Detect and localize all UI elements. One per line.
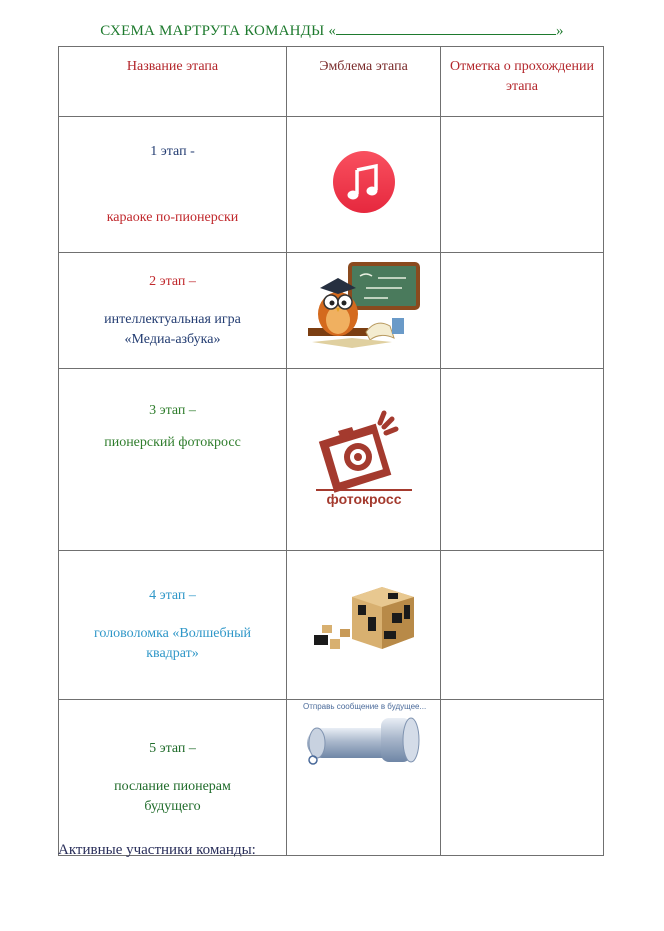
stage-name-cell <box>59 117 287 253</box>
stage-title: интеллектуальная игра «Медиа-азбука» <box>104 311 241 347</box>
time-capsule-icon <box>299 700 429 781</box>
stage-name-cell <box>59 700 287 856</box>
route-table <box>58 46 604 856</box>
stage-name-cell <box>59 253 287 369</box>
document-title <box>0 22 664 40</box>
stage-number: 3 этап – <box>149 403 196 418</box>
completion-mark-cell[interactable] <box>441 253 604 369</box>
table-row <box>59 253 604 369</box>
completion-mark-cell[interactable] <box>441 551 604 700</box>
music-note-icon <box>332 150 396 219</box>
title-suffix: » <box>556 23 564 39</box>
capsule-caption: Отправь сообщение в будущее... <box>302 702 426 711</box>
header-emblem: Эмблема этапа <box>287 47 441 117</box>
emblem-cell <box>287 369 441 551</box>
emblem-cell <box>287 117 441 253</box>
photocross-camera-icon <box>308 401 420 518</box>
completion-mark-cell[interactable] <box>441 700 604 856</box>
stage-name-cell <box>59 369 287 551</box>
emblem-cell <box>287 551 441 700</box>
stage-name-cell <box>59 551 287 700</box>
emblem-cell <box>287 253 441 369</box>
completion-mark-cell[interactable] <box>441 369 604 551</box>
wooden-puzzle-cube-icon <box>308 583 420 668</box>
stage-title: послание пионерам будущего <box>114 778 231 814</box>
team-name-blank <box>336 22 556 35</box>
stage-title: пионерский фотокросс <box>104 435 241 450</box>
table-row <box>59 369 604 551</box>
table-header-row <box>59 47 604 117</box>
header-stage-name: Название этапа <box>59 47 287 117</box>
stage-number: 4 этап – <box>149 588 196 603</box>
table-row <box>59 700 604 856</box>
owl-teacher-icon <box>306 258 422 363</box>
stage-title: головоломка «Волшебный квадрат» <box>93 626 252 661</box>
stage-title: караоке по-пионерски <box>106 209 239 225</box>
completion-mark-cell[interactable] <box>441 117 604 253</box>
stage-number: 5 этап – <box>149 740 196 756</box>
stage-number: 2 этап – <box>149 273 196 289</box>
header-completion-mark: Отметка о прохождении этапа <box>441 47 604 117</box>
stage-number: 1 этап - <box>150 143 195 159</box>
title-prefix: СХЕМА МАРТРУТА КОМАНДЫ « <box>100 23 337 39</box>
table-row <box>59 117 604 253</box>
photocross-logo-text: фотокросс <box>326 491 401 507</box>
table-row <box>59 551 604 700</box>
emblem-cell <box>287 700 441 856</box>
active-participants-label: Активные участники команды: <box>58 842 256 858</box>
